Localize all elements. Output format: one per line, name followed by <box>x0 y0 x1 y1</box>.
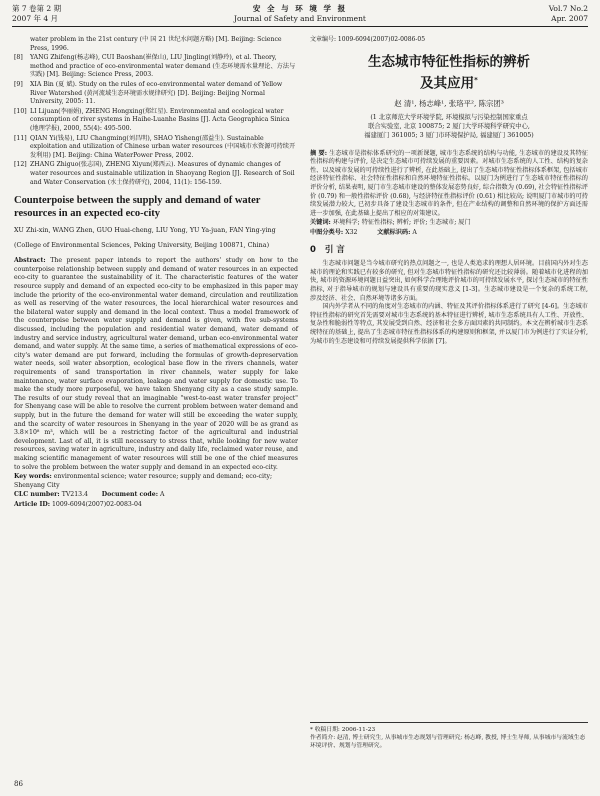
author-info: 作者简介: 赵清, 博士研究生, 从事城市生态规划与管理研究; 杨志峰, 教授, 博士生导师, 从事城市与流域生态环境评价、规划与管理研究。 <box>310 735 586 749</box>
volume-issue: 第 7 卷第 2 期 <box>12 4 62 13</box>
cn-keywords-text: 环境科学; 特征性指标; 辨析; 评价; 生态城市; 厦门 <box>332 219 471 227</box>
chinese-affiliation-line3: 福建厦门 361005; 3 厦门市环境保护局, 福建厦门 361005) <box>364 131 534 139</box>
chinese-title-line2 <box>310 71 588 93</box>
english-clc-line <box>14 491 298 500</box>
keywords-label: Key words: <box>14 473 52 481</box>
keywords-text: environmental science; water resource; supply and demand; eco-city; Shenyang City <box>14 473 273 489</box>
reference-item <box>14 81 298 107</box>
english-article-id-line <box>14 501 298 510</box>
chinese-authors: 赵 清¹, 杨志峰¹, 张珞平², 陈宗团³ <box>394 99 504 109</box>
footnotes <box>310 722 588 750</box>
reference-text: LI Lijuan(李丽娟), ZHENG Hongxing(郑红星). Environmental and ecological water consumption of river systems in Haihe-Luanhe Basins [J]. Acta Geographica Sinica (地理学报), 2000, 55(4): 495-500. <box>30 107 290 132</box>
cn-abstract-text: 生态城市是指标体系研究的一项新课题, 城市生态系统的结构与功能, 生态城市的建设及其特征性指标的构建与评价, 是决定生态城市可持续发展的重要因素。对城市生态系统的人工性、结构的复杂性、以及城市发展的可持续性进行了辨析, 在此基础上, 提出了生态城市特征性指标体系框架, 包括城市经济特征性指标、社会特征性指标和自然环境特征性指标。以厦门为例进行了生态城市特征性指标的评价分析, 结果表明, 厦门市生态城市建设的整体发展态势良好, 综合指数为 (0.69), 社会特征性指标评价 (0.79) 和一般性指标评价 (0.68), 与经济特征性指标评价 (0.61) 相比较高; 说明厦门市城市的可持续发展潜力较大, 已初步具备了建设生态城市的条件, 但在产业结构的调整和自然环境的保护方面还需进一步加强, 在此基础上提出了相应的对策建议。 <box>310 149 588 217</box>
header-center <box>12 4 588 24</box>
clc-value: TV213.4 <box>61 491 88 499</box>
cn-doccode-label: 文献标识码: <box>377 229 411 237</box>
reference-number: [12] <box>14 161 27 169</box>
english-keywords <box>14 473 298 490</box>
english-affiliation: (College of Environmental Sciences, Peking University, Beijing 100871, China) <box>14 240 270 249</box>
cn-doccode-value: A <box>412 229 417 237</box>
english-authors: XU Zhi-xin, WANG Zhen, GUO Huai-cheng, LIU Yong, YU Ya-juan, FAN Ying-ying <box>14 226 276 235</box>
cn-clc-label: 中图分类号: <box>310 229 344 237</box>
chinese-title-line2-text: 及其应用 <box>420 75 475 92</box>
reference-text: XIA Bin (夏 斌). Study on the rules of eco-environmental water demand of Yellow River Watershed (黄河流域生态环境需水规律研究) [D]. Beijing: Beijing Normal University, 2005: 11. <box>30 80 283 106</box>
chinese-keywords <box>310 219 588 228</box>
section-heading <box>310 246 588 255</box>
title-footnote-mark: * <box>474 75 478 84</box>
reference-text: water problem in the 21st century (中 国 21 世纪水问题方略) [M]. Beijing: Science Press, 1996. <box>30 36 282 52</box>
doccode-value: A <box>159 491 165 499</box>
reference-item <box>14 54 298 80</box>
issue-date: 2007 年 4 月 <box>12 14 59 23</box>
received-date: * 收稿日期: 2006-11-23 <box>310 727 376 733</box>
reference-text: YANG Zhifeng(杨志峰), CUI Baoshan(崔保山), LIU Jingling(刘静玲), et al. Theory, method and practice of eco-environmental water demand (生态环境需水量理论、方法与实践) [M]. Beijing: Science Press, 2003. <box>30 54 296 79</box>
cn-keywords-label: 关键词: <box>310 219 331 227</box>
reference-item <box>14 161 298 187</box>
abstract-text: The present paper intends to report the authors' study on how to the counterpoise relationship between supply and demand of water resources in an expected eco-city to guarantee the sustainability of it. The characteristic features of the water resource supply and demand of an expected eco-city to be emphasized in this paper may include the priority of the eco-environmental water demand, circulation and reutilization as well as reserving of the water resources, the local hierarchical water resources and the bilateral water supply and demand in the local context. Thus a model framework of the counterpoise between water supply and demand is given, with five sub-systems discussed, including the population and residential water demand, water demand of industry and service industry, agricultural water demand, urban eco-environmental water demand, and water supply. At the same time, a series of mathematical expressions of eco-city's water demand are put forward, including the formulas of growth-depreservation water needs, soil water absorption, ecological base flow in the rivers channels, water requirements of sand transportation in river channels, water supply for lake maintenance, water surface evaporation, leakage and water supply for domestic use. To make the study more purposeful, we have taken Shenyang city as a case study sample. The results of our study reveal that an imaginable "west-to-east water transfer project" for Shenyang case will be able to resolve the current problem between water demand and supply, but in the future the demand for water will still be exceeding the water supply, and the scarcity of water resources in Shenyang in the year of 2020 will be as grand as 3.8×10⁸ m³, which will be a restricting factor of the agricultural and industrial development. Last of all, it is still necessary to stress that, while looking for new water resources, saving water in agriculture, industry and daily life, reclaimed water reuse, and making scientific management of water resources will still be one of the chief measures to solve the problem between the water supply and demand in an expected eco-city. <box>14 257 298 471</box>
doccode-label: Document code: <box>101 491 158 499</box>
header-right <box>549 4 588 24</box>
reference-number: [9] <box>14 80 23 88</box>
running-header <box>12 4 588 27</box>
chinese-title <box>310 53 588 93</box>
chinese-title-line1: 生态城市特征性指标的辨析 <box>368 53 530 70</box>
article-id-label: Article ID: <box>14 500 51 508</box>
chinese-abstract <box>310 150 588 219</box>
clc-label: CLC number: <box>14 491 60 499</box>
chinese-article-code: 文章编号: 1009-6094(2007)02-0086-05 <box>310 36 426 43</box>
section-title: 引 言 <box>324 244 345 255</box>
section-number: 0 <box>310 244 316 255</box>
volume-number-en: Vol.7 No.2 <box>548 4 588 13</box>
article-id-value: 1009-6094(2007)02-0083-04 <box>52 500 142 508</box>
english-abstract <box>14 257 298 472</box>
chinese-affiliation-line1: (1 北京师范大学环境学院, 环境模拟与污染控制国家重点 <box>370 113 528 121</box>
reference-text: QIAN Yi(钱易), LIU Changming(刘昌明), SHAO Yisheng(邵益生). Sustainable exploitation and utilization of Chinese urban water resources (中国城市水资源可持续开发利用) [M]. Beijing: China WaterPower Press, 2002. <box>30 134 296 159</box>
reference-text: ZHANG Zhiguo(张志国), ZHENG Xiyun(郑西云). Measures of dynamic changes of water resources and sustainable utilization in Shaoyang Region [J]. Research of Soil and Water Conservation (水土保持研究), 2004, 11(1): 156-159. <box>30 161 295 186</box>
english-title: Counterpoise between the supply and demand of water resources in an expected eco-city <box>14 195 261 219</box>
chinese-affiliation-line2: 联合实验室, 北京 100875; 2 厦门大学环境科学研究中心, <box>368 122 530 130</box>
chinese-clc-line <box>310 229 588 238</box>
reference-number: [8] <box>14 54 23 62</box>
intro-body <box>310 260 588 346</box>
journal-title-cn: 安 全 与 环 境 学 报 <box>252 4 348 13</box>
intro-paragraph: 国内外学者从不同的角度对生态城市的内涵、特征及其评价指标体系进行了研究 [4-6]。生态城市特征性指标的研究首先需要对城市生态系统的基本特征进行辨析, 城市生态系统具有人工性、开放性、复杂性和脆弱性等特点, 其发展受到自然、经济和社会多方面因素的共同制约。本文在辨析城市生态系统特征的基础上, 提出了生态城市特征性指标体系的构建原则和框架, 并以厦门市为例进行了实证分析, 为城市的生态建设和可持续发展提供科学依据 [7]。 <box>310 303 588 345</box>
date-en: Apr. 2007 <box>551 14 588 23</box>
intro-paragraph: 生态城市问题是当今城市研究的热点问题之一, 也是人类追求的理想人居环境。目前国内外对生态城市的理论和实践已有较多的研究, 但对生态城市特征性指标的研究还比较薄弱。随着城市化进程的加快, 城市的资源环境问题日益突出, 如何科学合理地评价城市的可持续发展水平, 探讨生态城市的特征性指标, 对于指导城市的规划与建设具有重要的现实意义 [1-3]。生态城市建设是一个复杂的系统工程, 涉及经济、社会、自然环境等诸多方面。 <box>310 260 588 302</box>
chinese-affiliation <box>310 113 588 140</box>
cn-clc-value: X32 <box>345 229 358 237</box>
reference-item <box>14 135 298 161</box>
reference-item <box>14 108 298 134</box>
journal-title-en: Journal of Safety and Environment <box>234 14 366 23</box>
reference-number: [10] <box>14 107 27 115</box>
reference-number: [11] <box>14 134 27 142</box>
page-number: 86 <box>14 780 23 788</box>
reference-item <box>14 36 298 53</box>
cn-abstract-label: 摘 要: <box>310 149 328 157</box>
left-column <box>14 36 298 510</box>
abstract-label: Abstract: <box>14 257 46 265</box>
reference-list <box>14 36 298 187</box>
right-column <box>310 36 588 346</box>
